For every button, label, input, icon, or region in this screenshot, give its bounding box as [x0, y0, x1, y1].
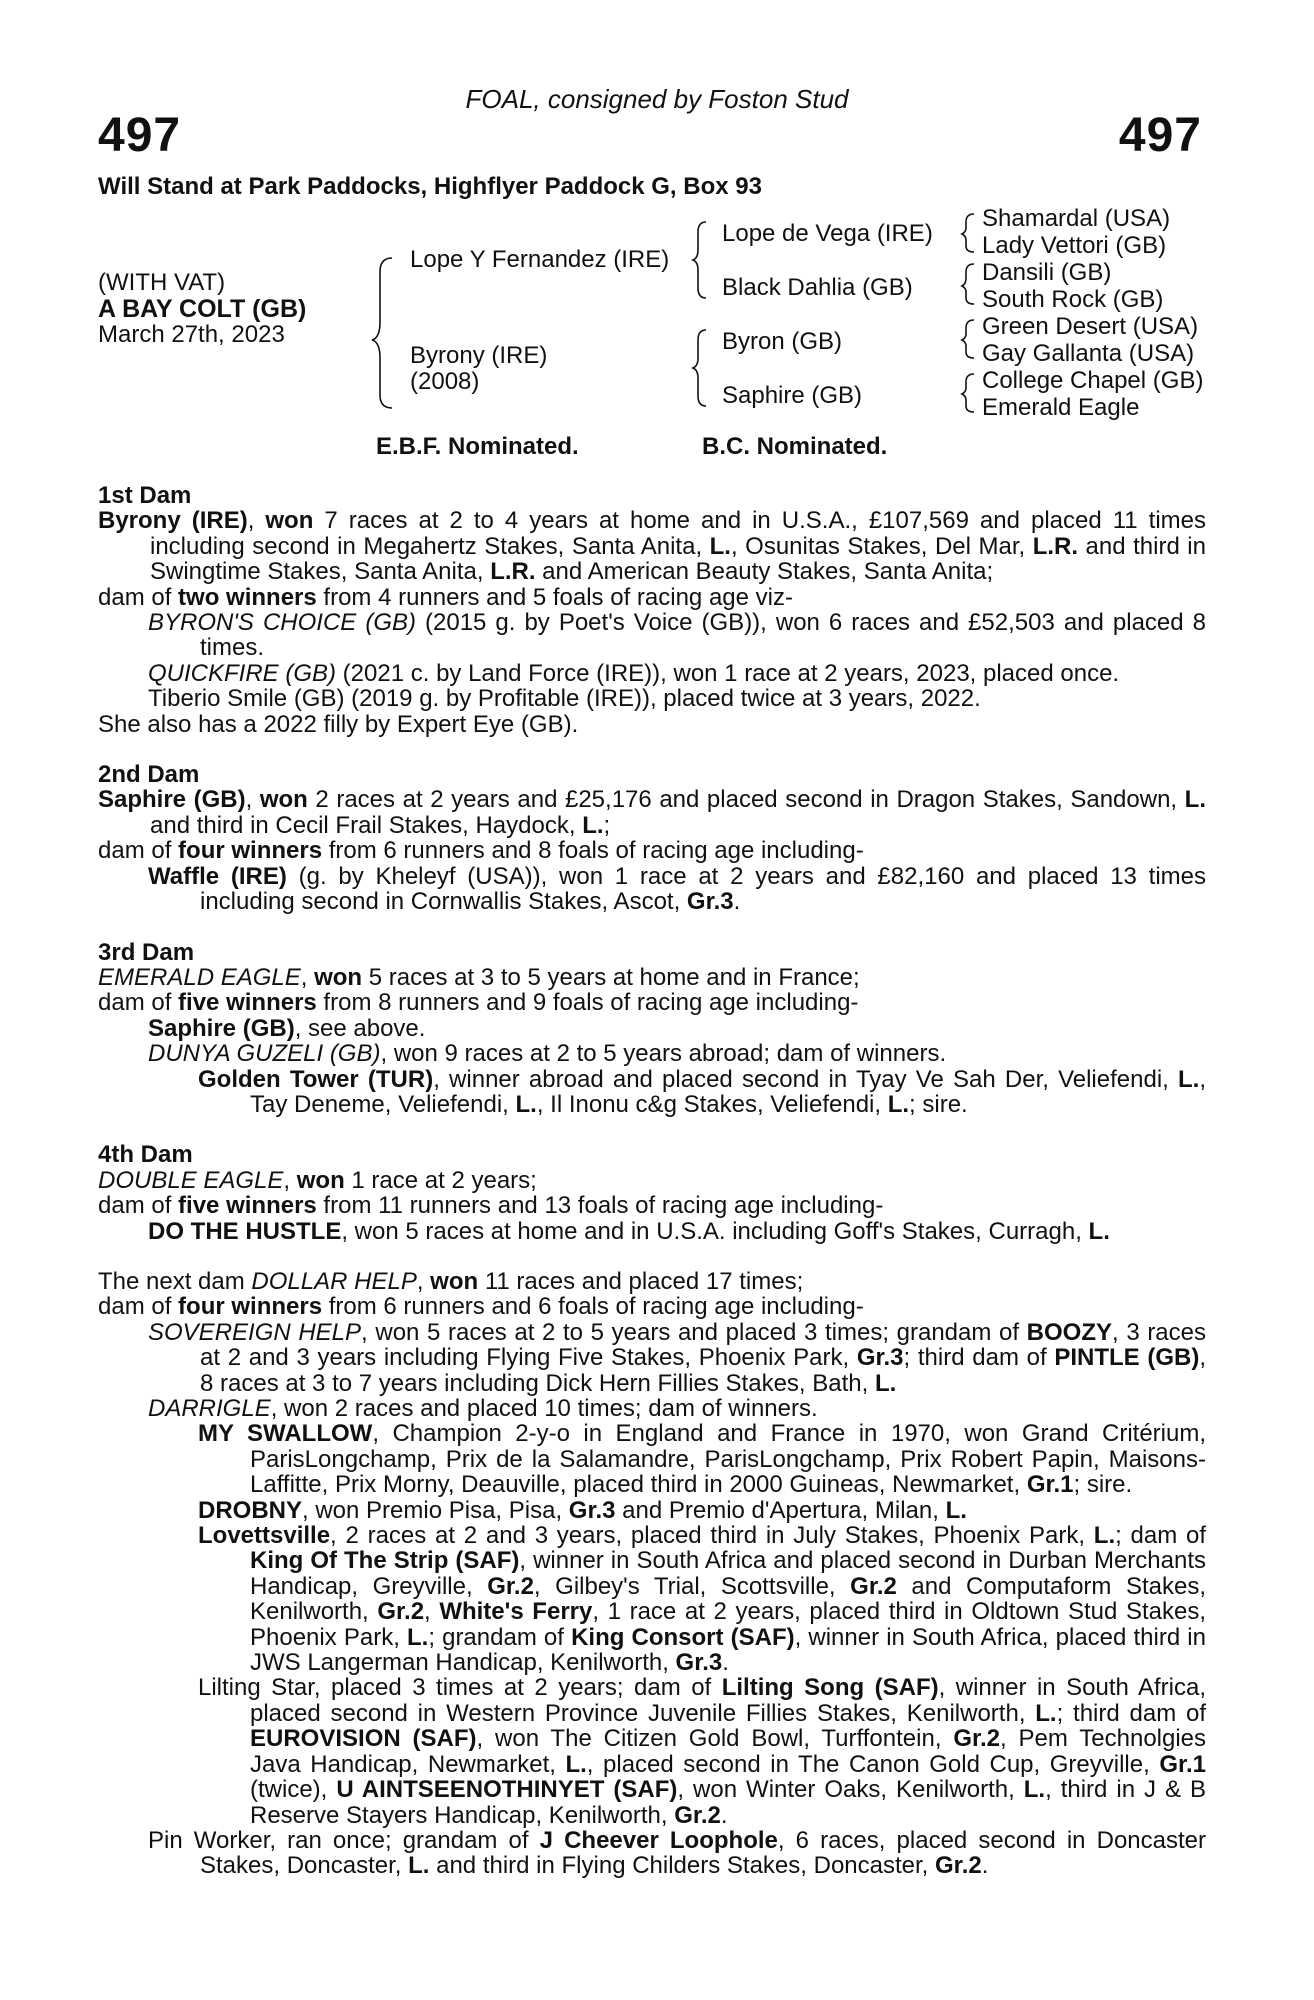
sire-dam: Black Dahlia (GB): [722, 274, 913, 301]
lot-number-left: 497: [98, 109, 182, 162]
grandsire-8: Emerald Eagle: [982, 394, 1140, 421]
next-dam-foal-2: DARRIGLE, won 2 races and placed 10 times; dam of winners.: [148, 1395, 818, 1422]
second-dam-produce-summary: dam of four winners from 6 runners and 8 foals of racing age including-: [98, 837, 864, 865]
next-dam-produce-summary: dam of four winners from 6 runners and 6 foals of racing age including-: [98, 1293, 864, 1321]
first-dam-record: Byrony (IRE), won 7 races at 2 to 4 years at home and in U.S.A., £107,569 and placed 11 times including second in Megahertz Stakes, Santa Anita, L., Osunitas Stakes, Del Mar, L.R. and third in Swingtime Stakes, Santa Anita, L.R. and American Beauty Stakes, Santa Anita;: [98, 507, 1206, 586]
dam-dam: Saphire (GB): [722, 382, 863, 409]
family-narrative: [98, 483, 1206, 1879]
third-dam-foal-2: DUNYA GUZELI (GB), won 9 races at 2 to 5 years abroad; dam of winners.: [148, 1040, 947, 1068]
grandsire-6: Gay Gallanta (USA): [982, 340, 1195, 367]
next-dam-grandfoal-2: DROBNY, won Premio Pisa, Pisa, Gr.3 and Premio d'Apertura, Milan, L.: [198, 1496, 967, 1524]
foaling-date: March 27th, 2023: [98, 321, 285, 348]
lot-number-right: 497: [1118, 109, 1202, 162]
sire-sire: Lope de Vega (IRE): [722, 220, 933, 247]
grandsire-1: Shamardal (USA): [982, 205, 1171, 232]
fourth-dam-record: DOUBLE EAGLE, won 1 race at 2 years;: [98, 1166, 537, 1194]
fourth-dam-heading: 4th Dam: [98, 1141, 193, 1169]
third-dam-grandfoal-1: Golden Tower (TUR), winner abroad and placed second in Tyay Ve Sah Der, Veliefendi, L., Tay Deneme, Veliefendi, L., Il Inonu c&g Stakes, Veliefendi, L.; sire.: [198, 1065, 1207, 1118]
first-dam-yearling: She also has a 2022 filly by Expert Eye (GB).: [98, 710, 579, 738]
grandsire-4: South Rock (GB): [982, 286, 1164, 313]
first-dam-foal-3: Tiberio Smile (GB) (2019 g. by Profitable (IRE)), placed twice at 3 years, 2022.: [148, 685, 981, 713]
vat-note: (WITH VAT): [98, 269, 226, 296]
grandsire-3: Dansili (GB): [982, 259, 1112, 286]
next-dam-record: The next dam DOLLAR HELP, won 11 races and placed 17 times;: [98, 1267, 804, 1295]
next-dam-grandfoal-4: Lilting Star, placed 3 times at 2 years; dam of Lilting Song (SAF), winner in South Africa, placed second in Western Province Juvenile Fillies Stakes, Kenilworth, L.; third dam of EUROVISION (SAF), won The Citizen Gold Bowl, Turffontein, Gr.2, Pem Technolgies Java Handicap, Newmarket, L., placed second in The Canon Gold Cup, Greyville, Gr.1 (twice), U AINTSEENOTHINYET (SAF), won Winter Oaks, Kenilworth, L., third in J & B Reserve Stayers Handicap, Kenilworth, Gr.2.: [198, 1674, 1207, 1829]
next-dam-foal-1: SOVEREIGN HELP, won 5 races at 2 to 5 years and placed 3 times; grandam of BOOZY, 3 races at 2 and 3 years including Flying Five Stakes, Phoenix Park, Gr.3; third dam of PINTLE (GB), 8 races at 3 to 7 years including Dick Hern Fillies Stakes, Bath, L.: [148, 1318, 1207, 1397]
grandsire-2: Lady Vettori (GB): [982, 232, 1167, 259]
second-dam-foal-1: Waffle (IRE) (g. by Kheleyf (USA)), won 1 race at 2 years and £82,160 and placed 13 times including second in Cornwallis Stakes, Ascot, Gr.3.: [148, 862, 1206, 916]
first-dam-foal-1: BYRON'S CHOICE (GB) (2015 g. by Poet's Voice (GB)), won 6 races and £52,503 and placed 8 times.: [148, 609, 1206, 662]
grandsire-7: College Chapel (GB): [982, 367, 1204, 394]
horse-name: A BAY COLT (GB): [98, 295, 307, 323]
first-dam-heading: 1st Dam: [98, 482, 192, 509]
grandsire-5: Green Desert (USA): [982, 313, 1199, 340]
third-dam-record: EMERALD EAGLE, won 5 races at 3 to 5 years at home and in France;: [98, 963, 860, 991]
fourth-dam-foal-1: DO THE HUSTLE, won 5 races at home and in U.S.A. including Goff's Stakes, Curragh, L.: [148, 1217, 1110, 1245]
bc-nomination: B.C. Nominated.: [702, 433, 888, 460]
fourth-dam-produce-summary: dam of five winners from 11 runners and 13 foals of racing age including-: [98, 1192, 884, 1220]
stabling-location: Will Stand at Park Paddocks, Highflyer Paddock G, Box 93: [98, 173, 762, 200]
third-dam-produce-summary: dam of five winners from 8 runners and 9 foals of racing age including-: [98, 989, 859, 1017]
third-dam-heading: 3rd Dam: [98, 938, 195, 966]
dam-sire: Byron (GB): [722, 328, 843, 355]
next-dam-foal-3: Pin Worker, ran once; grandam of J Cheever Loophole, 6 races, placed second in Doncaster Stakes, Doncaster, L. and third in Flying Childers Stakes, Doncaster, Gr.2.: [148, 1826, 1207, 1880]
ebf-nomination: E.B.F. Nominated.: [376, 433, 579, 460]
third-dam-foal-1: Saphire (GB), see above.: [148, 1014, 426, 1042]
first-dam-produce-summary: dam of two winners from 4 runners and 5 foals of racing age viz-: [98, 583, 793, 611]
first-dam-foal-2: QUICKFIRE (GB) (2021 c. by Land Force (IRE)), won 1 race at 2 years, 2023, placed once.: [148, 659, 1120, 687]
dam-year: (2008): [410, 368, 480, 395]
second-dam-record: Saphire (GB), won 2 races at 2 years and £25,176 and placed second in Dragon Stakes, Sandown, L. and third in Cecil Frail Stakes, Haydock, L.;: [98, 786, 1206, 839]
next-dam-grandfoal-3: Lovettsville, 2 races at 2 and 3 years, placed third in July Stakes, Phoenix Park, L.; dam of King Of The Strip (SAF), winner in South Africa and placed second in Durban Merchants Handicap, Greyville, Gr.2, Gilbey's Trial, Scottsville, Gr.2 and Computaform Stakes, Kenilworth, Gr.2, White's Ferry, 1 race at 2 years, placed third in Oldtown Stud Stakes, Phoenix Park, L.; grandam of King Consort (SAF), winner in South Africa, placed third in JWS Langerman Handicap, Kenilworth, Gr.3.: [198, 1522, 1207, 1677]
dam: Byrony (IRE): [410, 342, 548, 369]
sire: Lope Y Fernandez (IRE): [410, 246, 670, 273]
consignor-line: FOAL, consigned by Foston Stud: [465, 84, 849, 114]
second-dam-heading: 2nd Dam: [98, 761, 200, 789]
next-dam-grandfoal-1: MY SWALLOW, Champion 2-y-o in England and France in 1970, won Grand Critérium, ParisLongchamp, Prix de la Salamandre, ParisLongchamp, Prix Robert Papin, Maisons-Laffitte, Prix Morny, Deauville, placed third in 2000 Guineas, Newmarket, Gr.1; sire.: [198, 1420, 1206, 1499]
